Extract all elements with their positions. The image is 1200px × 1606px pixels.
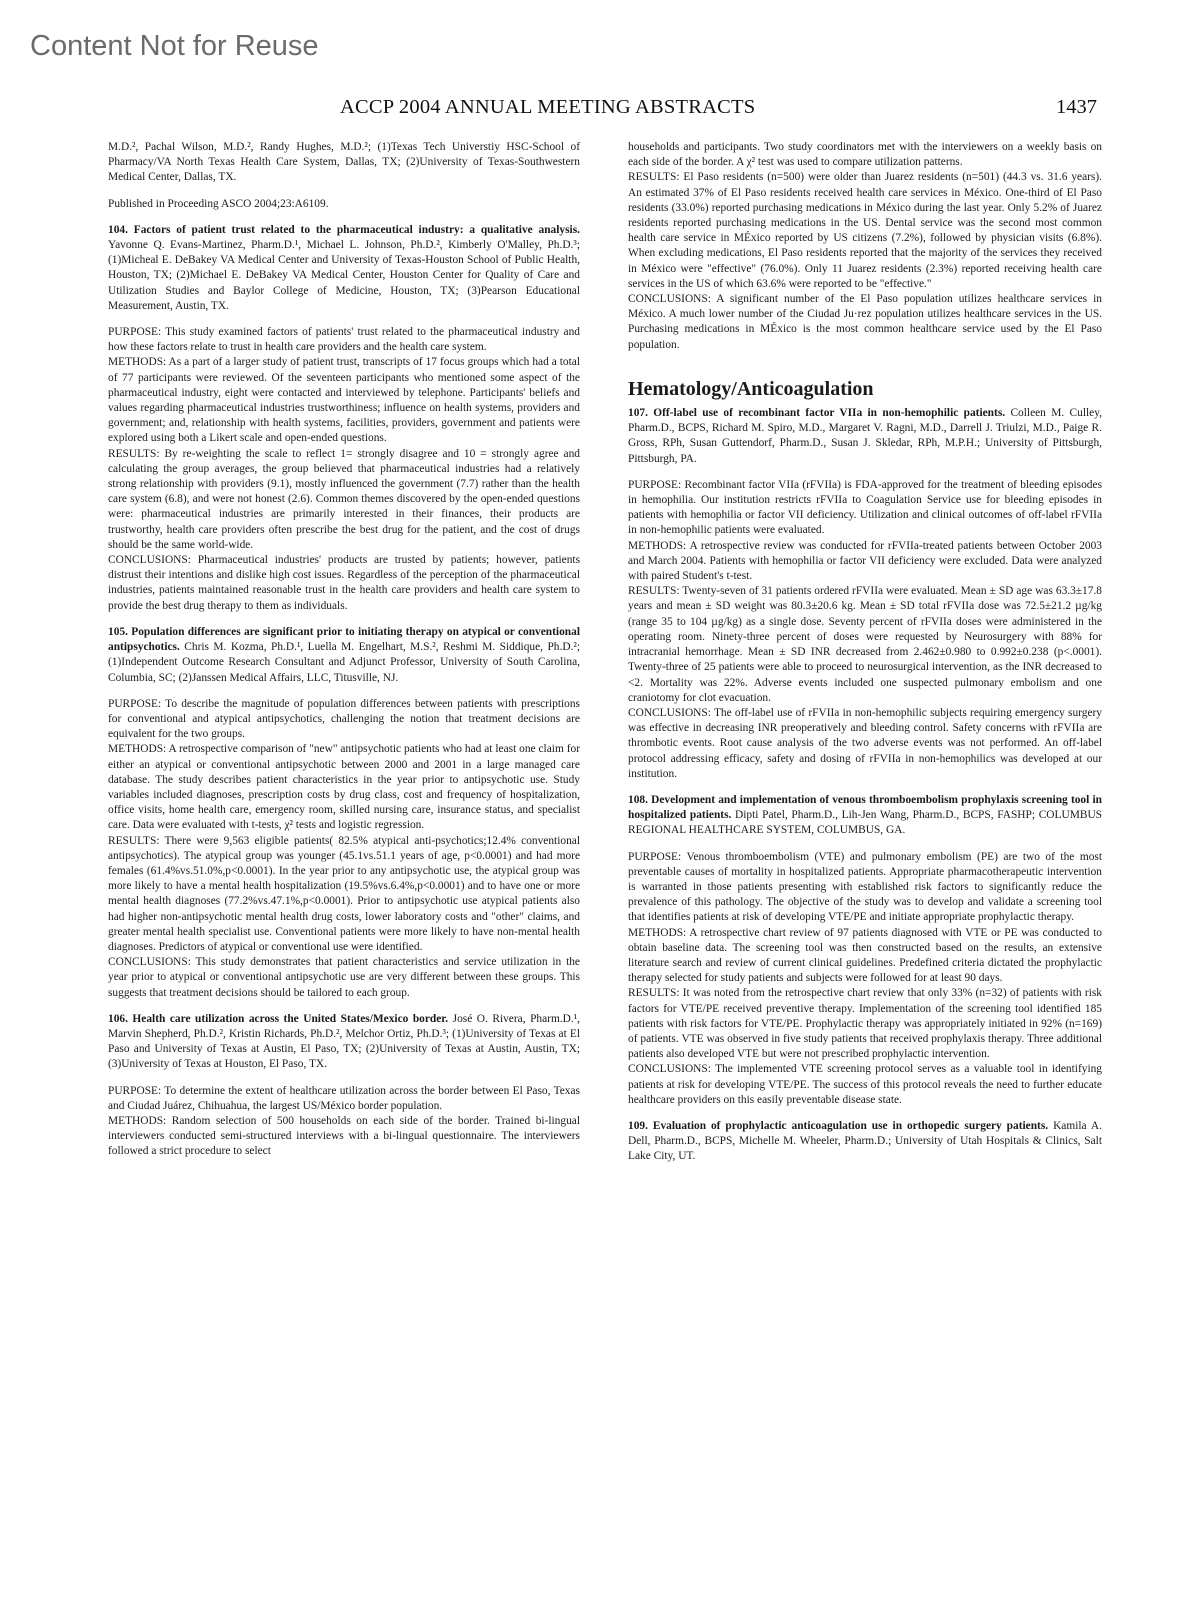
paragraph: METHODS: Random selection of 500 households on each side of the border. Trained bi-lingual interviewers conducted semi-structured interviews with a bi-lingual questionnaire. The interviewers followed a strict procedure to select xyxy=(108,1114,580,1158)
section-heading: Hematology/Anticoagulation xyxy=(628,377,874,400)
abstract-authors: Yavonne Q. Evans-Martinez, Pharm.D.¹, Michael L. Johnson, Ph.D.², Kimberly O'Malley, Ph.D.³; (1)Micheal E. DeBakey VA Medical Center and University of Texas-Houston School of Public Health, Houston, TX; (2)Michael E. DeBakey VA Medical Center, Houston Center for Quality of Care and Utilization Studies and Baylor College of Medicine, Houston, TX; (3)Pearson Educational Measurement, Austin, TX. xyxy=(108,239,580,312)
abstract-header xyxy=(628,406,1102,467)
abstract-authors: Dipti Patel, Pharm.D., Lih-Jen Wang, Pharm.D., BCPS, FASHP; COLUMBUS REGIONAL HEALTHCARE SYSTEM, COLUMBUS, GA. xyxy=(628,809,1102,837)
paragraph: CONCLUSIONS: A significant number of the El Paso population utilizes healthcare services in México. A much lower number of the Ciudad Ju·rez population utilizes healthcare services in the US. Purchasing medications in MÉxico is the most common healthcare service used by the El Paso population. xyxy=(628,293,1102,351)
paragraph: CONCLUSIONS: Pharmaceutical industries' products are trusted by patients; however, patients distrust their intentions and dislike high cost issues. Regardless of the perception of the pharmaceutical industries, patients maintained reasonable trust in the health care providers and health care system to provide the best drug therapy to them as individuals. xyxy=(108,554,580,612)
paragraph: households and participants. Two study coordinators met with the interviewers on a weekly basis on each side of the border. A χ² test was used to compare utilization patterns. xyxy=(628,141,1102,169)
abstract-title: 104. Factors of patient trust related to the pharmaceutical industry: a qualitative analysis. xyxy=(108,223,580,236)
abstract-title: 107. Off-label use of recombinant factor VIIa in non-hemophilic patients. xyxy=(628,407,1006,420)
paragraph: M.D.², Pachal Wilson, M.D.², Randy Hughes, M.D.²; (1)Texas Tech Universtiy HSC-School of Pharmacy/VA North Texas Health Care System, Dallas, TX; (2)University of Texas-Southwestern Medical Center, Dallas, TX. xyxy=(108,141,580,184)
abstract-authors: José O. Rivera, Pharm.D.¹, Marvin Shepherd, Ph.D.², Kristin Richards, Ph.D.², Melchor Ortiz, Ph.D.³; (1)University of Texas at El Paso and University of Texas at Austin, El Paso, TX; (2)University of Texas at Austin, Austin, TX; (3)University of Texas at Houston, El Paso, TX. xyxy=(108,1012,580,1071)
paragraph: METHODS: A retrospective chart review of 97 patients diagnosed with VTE or PE was conducted to obtain baseline data. The screening tool was then constructed based on the results, an extensive literature search and review of current clinical guidelines. Predefined criteria dictated the prophylactic therapy selected for study patients and subjects were followed for at least 90 days. xyxy=(628,926,1102,985)
paragraph: CONCLUSIONS: This study demonstrates that patient characteristics and service utilization in the year prior to atypical or conventional antipsychotic use are very different between these groups. This suggests that treatment decisions should be tailored to each group. xyxy=(108,956,580,999)
left-column xyxy=(108,140,580,1160)
paragraph: METHODS: As a part of a larger study of patient trust, transcripts of 17 focus groups which had a total of 77 participants were reviewed. Of the seventeen participants who mentioned some aspect of the pharmaceutical industry, eight were contacted and interviewed by telephone. Participants' beliefs and values regarding pharmaceutical industries trustworthiness; influence on health systems, providers and government; and, relationship with health systems, facilities, providers, government and patients were explored using both a Likert scale and open-ended questions. xyxy=(108,356,580,445)
paragraph: METHODS: A retrospective review was conducted for rFVIIa-treated patients between October 2003 and March 2004. Patients with hemophilia or factor VII deficiency were excluded. Data were analyzed with paired Student's t-test. xyxy=(628,539,1102,583)
paragraph: PURPOSE: Venous thromboembolism (VTE) and pulmonary embolism (PE) are two of the most preventable causes of mortality in hospitalized patients. Appropriate pharmacotherapeutic intervention is warranted in those patients presenting with established risk factors to significantly reduce the prevalence of this pathology. The objective of the study was to develop and validate a screening tool that identifies patients at risk of developing VTE/PE and initiate appropriate prophylactic therapy. xyxy=(628,850,1102,924)
journal-title: ACCP 2004 ANNUAL MEETING ABSTRACTS xyxy=(340,96,756,118)
paragraph: METHODS: A retrospective comparison of "new" antipsychotic patients who had at least one claim for either an atypical or conventional antipsychotic between 2000 and 2001 in a large managed care database. The study describes patient characteristics in the year prior to antipsychotic use. Study variables included diagnoses, prescription costs by drug class, cost and frequency of hospitalization, office visits, home health care, emergency room, skilled nursing care, insurance status, and specialist care. Data were evaluated with t-tests, χ² tests and logistic regression. xyxy=(108,743,580,832)
paragraph: PURPOSE: This study examined factors of patients' trust related to the pharmaceutical industry and how these factors relate to trust in health care providers and the health care system. xyxy=(108,326,580,354)
abstract-title: 109. Evaluation of prophylactic anticoagulation use in orthopedic surgery patients. xyxy=(628,1119,1049,1132)
abstract-header xyxy=(108,625,580,686)
abstract-authors: Chris M. Kozma, Ph.D.¹, Luella M. Engelhart, M.S.², Reshmi M. Siddique, Ph.D.²; (1)Independent Outcome Research Consultant and Adjunct Professor, University of South Carolina, Columbia, SC; (2)Janssen Medical Affairs, LLC, Titusville, NJ. xyxy=(108,641,580,684)
abstract-header xyxy=(108,1012,580,1073)
paragraph: CONCLUSIONS: The implemented VTE screening protocol serves as a valuable tool in identifying patients at risk for developing VTE/PE. The success of this protocol reveals the need to further educate healthcare providers on this easily preventable disease state. xyxy=(628,1063,1102,1106)
paragraph: RESULTS: Twenty-seven of 31 patients ordered rFVIIa were evaluated. Mean ± SD age was 63.3±17.8 years and mean ± SD weight was 80.3±20.6 kg. Mean ± SD total rFVIIa dose was 72.5±21.2 µg/kg (range 35 to 104 µg/kg) as a single dose. Seventy percent of rFVIIa doses were administered in the operating room. Ninety-three percent of doses were requested by Neurosurgery with 88% for intracranial hemorrhage. Mean ± SD INR decreased from 2.462±0.980 to 0.992±0.238 (p<.0001). Twenty-three of 25 patients were able to proceed to neurosurgical intervention, as the INR decreased to <2. Mortality was 22%. Adverse events included one suspected pulmonary embolism and one craniotomy for clot evacuation. xyxy=(628,585,1102,704)
running-header xyxy=(340,96,1110,119)
abstract-title: 106. Health care utilization across the United States/Mexico border. xyxy=(108,1012,449,1025)
watermark: Content Not for Reuse xyxy=(30,30,319,62)
paragraph: PURPOSE: To describe the magnitude of population differences between patients with prescriptions for conventional and atypical antipsychotics, challenging the notion that treatment decisions are equivalent for the two groups. xyxy=(108,697,580,741)
abstract-header xyxy=(628,1119,1102,1165)
abstract-authors: Colleen M. Culley, Pharm.D., BCPS, Richard M. Spiro, M.D., Margaret V. Ragni, M.D., Darrell J. Triulzi, M.D., Paige R. Gross, RPh, Susan Guttendorf, Pharm.D., Susan J. Skledar, RPh, M.P.H.; University of Pittsburgh, Pittsburgh, PA. xyxy=(628,407,1103,465)
paragraph: PURPOSE: To determine the extent of healthcare utilization across the border between El Paso, Texas and Ciudad Juárez, Chihuahua, the largest US/México border population. xyxy=(108,1084,580,1112)
abstract-header xyxy=(628,793,1102,839)
abstract-header xyxy=(108,223,580,314)
abstract-authors: Kamila A. Dell, Pharm.D., BCPS, Michelle M. Wheeler, Pharm.D.; University of Utah Hospitals & Clinics, Salt Lake City, UT. xyxy=(628,1119,1102,1163)
paragraph: PURPOSE: Recombinant factor VIIa (rFVIIa) is FDA-approved for the treatment of bleeding episodes in hemophilia. Our institution restricts rFVIIa to Coagulation Service use for bleeding episodes in patients with hemophilia or factor VII deficiency. Utilization and clinical outcomes of off-label rFVIIa in non-hemophilic patients were evaluated. xyxy=(628,478,1102,537)
paragraph: RESULTS: There were 9,563 eligible patients( 82.5% atypical anti-psychotics;12.4% conventional antipsychotics). The atypical group was younger (45.1vs.51.1 years of age, p<0.0001) and had more females (61.4%vs.51.0%,p<0.0001). In the year prior to any antipsychotic use, the atypical group was more likely to have a mental health hospitalization (19.5%vs.6.4%,p<0.0001) and to have one or more mental health diagnoses (77.2%vs.47.1%,p<0.0001). Prior to antipsychotic use atypical patients also had higher non-antipsychotic mental health drug costs, lower laboratory costs and "other" claims, and greater mental health specialist use. Conventional patients were more likely to have non-mental health diagnoses. Predictors of atypical or conventional use were identified. xyxy=(108,834,580,953)
paragraph: RESULTS: El Paso residents (n=500) were older than Juarez residents (n=501) (44.3 vs. 31.6 years). An estimated 37% of El Paso residents received health care services in México. One-third of El Paso residents (33.0%) reported purchasing medications in México during the last year. Only 5.2% of Juarez residents reported purchasing medications in the US. Dental service was the second most common health care service in MÉxico reported by US citizens (7.2%), followed by physician visits (6.8%). When excluding medications, El Paso residents reported that the majority of the services they received in México were "effective" (76.0%). Only 11 Juarez residents (2.3%) reported receiving health care services in the US of which 63.6% were reported to be "effective." xyxy=(628,171,1102,290)
right-column xyxy=(628,140,1102,1165)
abstract-title: 105. Population differences are significant prior to initiating therapy on atypical or conventional antipsychotics. xyxy=(108,625,580,654)
paragraph: RESULTS: By re-weighting the scale to reflect 1= strongly disagree and 10 = strongly agree and calculating the group averages, the group believed that pharmaceutical industries had a relatively strong relationship with providers (9.1), mostly influenced the government (7.7) rather than the health care system (6.8), and were not honest (2.6). Common themes discovered by the open-ended questions were: pharmaceutical industries are primarily interested in their finances, their products are trustworthy, health care providers often prescribe the best drug for the patient, and the cost of drugs should be the same world-wide. xyxy=(108,447,580,551)
abstract-title: 108. Development and implementation of venous thromboembolism prophylaxis screening tool in hospitalized patients. xyxy=(628,793,1102,822)
paragraph: RESULTS: It was noted from the retrospective chart review that only 33% (n=32) of patients with risk factors for VTE/PE received preventive therapy. Implementation of the screening tool identified 185 patients with risk factors for VTE/PE. Prophylactic therapy was appropriately initiated in 92% (n=169) of patients. VTE was observed in five study patients that received prophylaxis therapy. Three additional patients also developed VTE but were not prescribed prophylactic intervention. xyxy=(628,987,1102,1061)
page-number: 1437 xyxy=(1056,96,1097,118)
paragraph: Published in Proceeding ASCO 2004;23:A6109. xyxy=(108,197,329,210)
paragraph: CONCLUSIONS: The off-label use of rFVIIa in non-hemophilic subjects requiring emergency surgery was effective in decreasing INR preoperatively and bleeding control. Safety concerns with rFVIIa are thrombotic events. Root cause analysis of the two adverse events was not performed. An off-label protocol addressing efficacy, safety and dosing of rFVIIa in non-hemophilics was developed at our institution. xyxy=(628,706,1102,780)
